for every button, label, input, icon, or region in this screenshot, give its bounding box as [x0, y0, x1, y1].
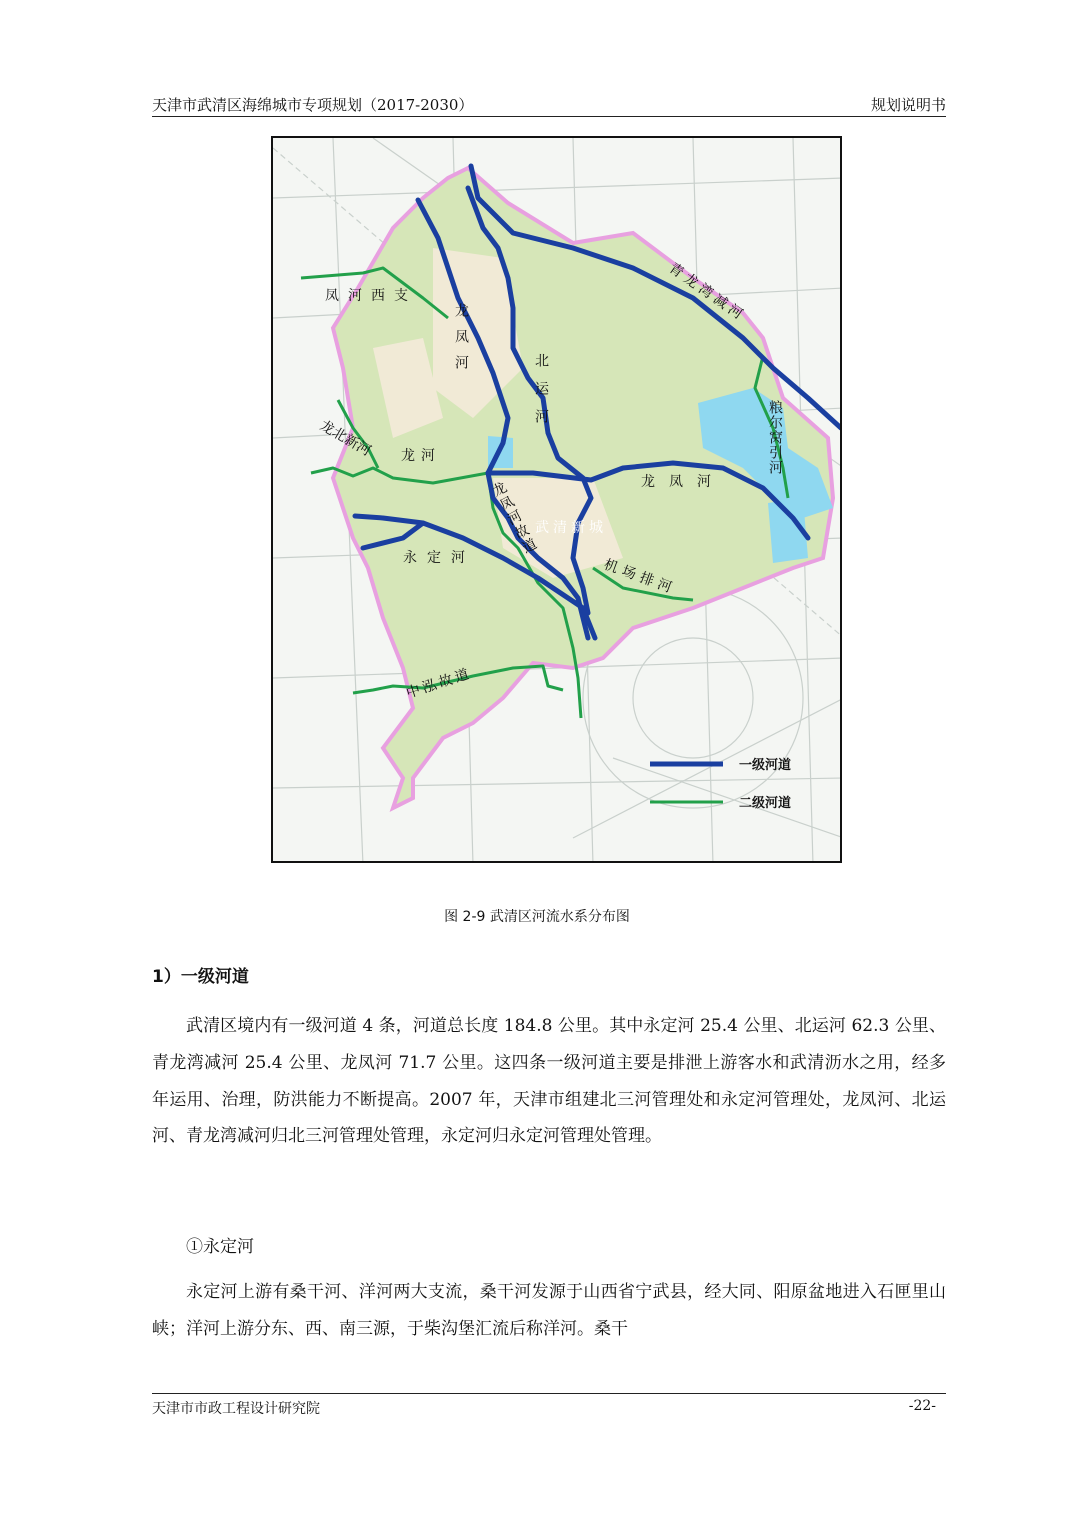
paragraph-subheading: ①永定河: [186, 1237, 254, 1257]
label-longfenghe-north: 龙凤河: [453, 303, 469, 381]
paragraph-overview: 武清区境内有一级河道 4 条，河道总长度 184.8 公里。其中永定河 25.4 公里、北运河 62.3 公里、青龙湾减河 25.4 公里、龙凤河 71.7 公里。这四条一级河道主要是排泄上游客水和武清沥水之用，经多年运用、治理，防洪能力不断提高。2007 年，天津市组建北三河管理处和永定河管理处，龙凤河、北运河、青龙湾减河归北三河管理处管理，永定河归永定河管理处管理。: [152, 1016, 946, 1147]
label-longhe: 龙河: [401, 448, 441, 464]
section-heading: 1）一级河道: [152, 967, 249, 987]
footer-divider: [152, 1393, 946, 1394]
label-longbeixinhe: 龙北新河: [317, 417, 374, 460]
label-wuqing-newtown: 武清新城: [535, 520, 607, 536]
label-longfenghe-east: 龙凤河: [641, 474, 725, 490]
figure-caption: 图 2-9 武清区河流水系分布图: [444, 909, 630, 925]
document-title: 天津市武清区海绵城市专项规划（2017-2030）: [152, 96, 474, 114]
map-legend: [650, 757, 791, 811]
label-yongdinghe: 永定河: [403, 550, 475, 566]
legend-primary-label: 一级河道: [739, 758, 792, 773]
page-number: -22-: [908, 1398, 936, 1414]
label-jichangpaihe: 机场排河: [601, 556, 679, 598]
label-liangerwo: 粮尔窝引河: [767, 400, 783, 475]
legend-secondary-label: 二级河道: [739, 796, 792, 811]
label-zhonghong-gudao: 中泓故道: [404, 665, 474, 702]
page-header: [152, 92, 946, 116]
river-map-svg: [273, 138, 842, 863]
label-fenghe-xizhi: 凤河西支: [325, 288, 417, 304]
footer-institute: 天津市市政工程设计研究院: [152, 1401, 320, 1417]
label-beiyunhe: 北运河: [533, 353, 549, 437]
label-longfenghe-gudao: 龙凤河故道: [487, 479, 540, 558]
paragraph-yongdinghe: 永定河上游有桑干河、洋河两大支流，桑干河发源于山西省宁武县，经大同、阳原盆地进入石匣里山峡；洋河上游分东、西、南三源，于柴沟堡汇流后称洋河。桑干: [152, 1282, 946, 1339]
header-divider: [152, 116, 946, 117]
label-qinglongwan: 青龙湾减河: [665, 260, 749, 325]
document-section: 规划说明书: [870, 96, 946, 114]
river-map: [271, 136, 842, 863]
